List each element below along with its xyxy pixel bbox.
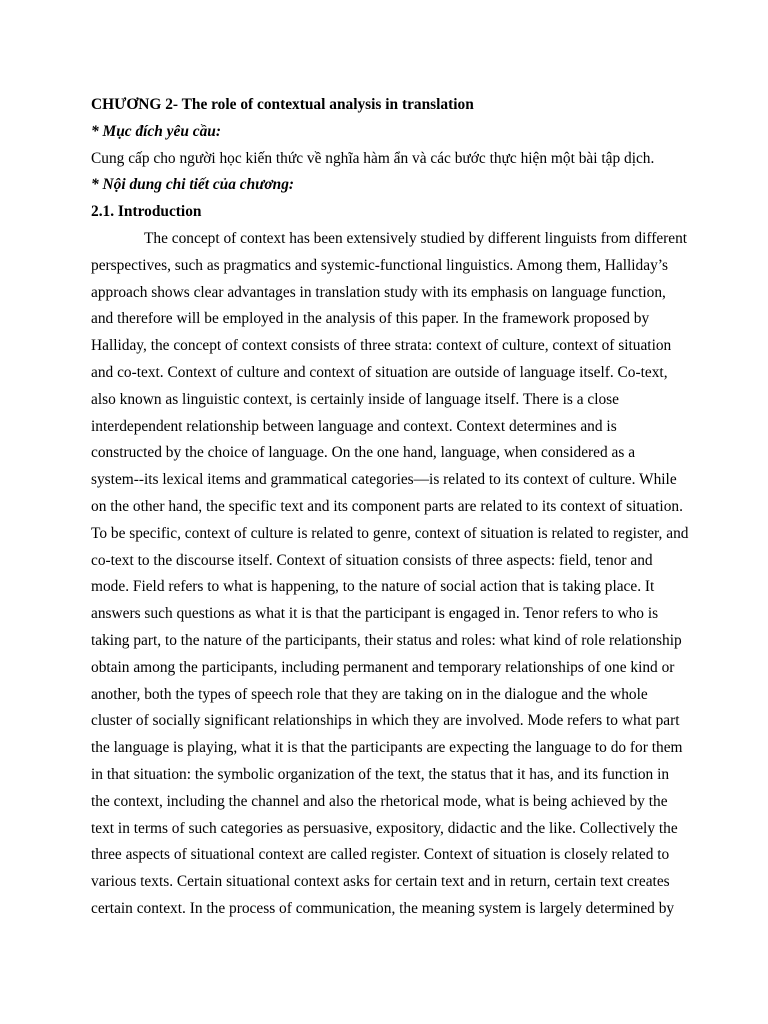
paragraph-line: on the other hand, the specific text and its component parts are related to its context of situation. [91,497,683,515]
paragraph-line: interdependent relationship between language and context. Context determines and is [91,417,617,435]
paragraph-line: taking part, to the nature of the participants, their status and roles: what kind of role relationship [91,631,682,649]
paragraph-line: various texts. Certain situational context asks for certain text and in return, certain text creates [91,873,670,891]
paragraph-line: obtain among the participants, including permanent and temporary relationships of one kind or [91,658,675,676]
paragraph-line: system--its lexical items and grammatical categories—is related to its context of culture. While [91,471,677,489]
introduction-paragraph [91,226,691,923]
paragraph-line: text in terms of such categories as persuasive, expository, didactic and the like. Collectively the [91,819,678,837]
paragraph-line: approach shows clear advantages in translation study with its emphasis on language function, [91,283,666,301]
paragraph-line: another, both the types of speech role that they are taking on in the dialogue and the whole [91,685,648,703]
paragraph-line: Halliday, the concept of context consists of three strata: context of culture, context of situation [91,337,672,355]
paragraph-line: mode. Field refers to what is happening, to the nature of social action that is taking place. It [91,578,655,596]
paragraph-line: three aspects of situational context are called register. Context of situation is closely related to [91,846,670,864]
paragraph-line: the context, including the channel and also the rhetorical mode, what is being achieved by the [91,792,668,810]
paragraph-line: The concept of context has been extensively studied by different linguists from different [144,229,688,247]
paragraph-line: and therefore will be employed in the analysis of this paper. In the framework proposed by [91,310,650,328]
section-heading: 2.1. Introduction [91,203,202,221]
paragraph-line: answers such questions as what it is that the participant is engaged in. Tenor refers to who is [91,605,659,623]
paragraph-line: perspectives, such as pragmatics and systemic-functional linguistics. Among them, Halliday’s [91,256,669,274]
paragraph-line: certain context. In the process of communication, the meaning system is largely determined by [91,899,675,917]
paragraph-line: cluster of socially significant relationships in which they are involved. Mode refers to what part [91,712,680,730]
objective-heading: * Mục đích yêu cầu: [91,122,221,140]
paragraph-line: constructed by the choice of language. On the one hand, language, when considered as a [91,444,636,462]
paragraph-line: co-text to the discourse itself. Context of situation consists of three aspects: field, tenor and [91,551,653,569]
paragraph-line: the language is playing, what it is that the participants are expecting the language to do for them [91,739,683,757]
paragraph-line: To be specific, context of culture is related to genre, context of situation is related to register, and [91,524,689,542]
document-content [91,92,691,923]
chapter-title: CHƯƠNG 2- The role of contextual analysis in translation [91,96,474,113]
paragraph-line: in that situation: the symbolic organization of the text, the status that it has, and its function in [91,765,670,783]
content-heading: * Nội dung chi tiết của chương: [91,176,295,194]
paragraph-line: and co-text. Context of culture and context of situation are outside of language itself. Co-text, [91,363,668,381]
paragraph-line: also known as linguistic context, is certainly inside of language itself. There is a close [91,390,619,408]
objective-text: Cung cấp cho người học kiến thức về nghĩa hàm ẩn và các bước thực hiện một bài tập dịch. [91,149,655,167]
